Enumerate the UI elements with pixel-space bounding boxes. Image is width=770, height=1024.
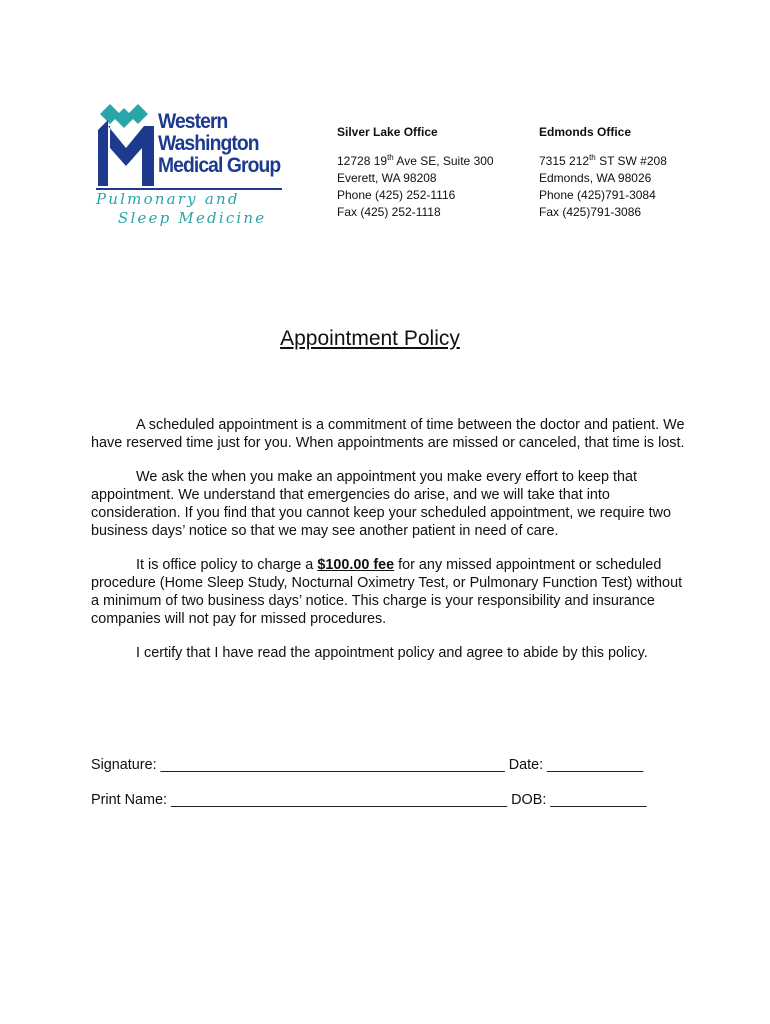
silver-lake-office-block — [337, 124, 494, 221]
office-fax: Fax (425) 252-1118 — [337, 205, 441, 219]
street-name: Ave SE, Suite 300 — [393, 154, 494, 168]
street-ordinal: th — [589, 153, 596, 162]
policy-paragraph — [91, 556, 691, 628]
date-field[interactable]: ____________ — [547, 757, 644, 773]
policy-paragraph: A scheduled appointment is a commitment of time between the doctor and patient. We have reserved time just for you. When appointments are missed or canceled, that time is lost. — [91, 417, 685, 451]
missed-fee-amount: $100.00 fee — [317, 557, 395, 573]
logo-name-line: Western — [158, 110, 228, 133]
date-label: Date: — [508, 757, 544, 773]
office-city: Edmonds, WA 98026 — [539, 171, 652, 185]
office-title: Silver Lake Office — [337, 125, 438, 139]
document-title: Appointment Policy — [280, 327, 460, 350]
office-fax: Fax (425)791-3086 — [539, 205, 642, 219]
print-name-field[interactable]: __________________________________________ — [170, 792, 508, 808]
logo-name-line: Washington — [158, 132, 259, 155]
street-ordinal: th — [387, 153, 394, 162]
print-name-row — [91, 791, 646, 809]
print-name-label: Print Name: — [91, 792, 167, 808]
certification-statement: I certify that I have read the appointment policy and agree to abide by this policy. — [136, 645, 648, 661]
signature-row — [91, 756, 643, 774]
signature-field[interactable]: ___________________________________________ — [160, 757, 505, 773]
practice-logo — [96, 104, 296, 234]
office-phone: Phone (425)791-3084 — [539, 188, 656, 202]
policy-text: for any missed appointment or scheduled procedure (Home Sleep Study, Nocturnal Oximetry Test, or Pulmonary Function Test) without a minimum of two business days’ notice. This charge is your responsibility and insurance companies will not pay for missed procedures. — [91, 557, 683, 627]
office-street — [337, 153, 494, 170]
policy-paragraph: We ask the when you make an appointment you make every effort to keep that appointment. We understand that emergencies do arise, and we will take that into consideration. If you find that you cannot keep your scheduled appointment, we require two business days’ notice so that we may see another patient in need of care. — [91, 469, 671, 539]
logo-tagline-line: Pulmonary and — [96, 190, 240, 208]
signature-label: Signature: — [91, 757, 157, 773]
logo-tagline-line: Sleep Medicine — [118, 209, 267, 227]
office-title: Edmonds Office — [539, 125, 632, 139]
edmonds-office-block — [539, 124, 667, 221]
dob-label: DOB: — [511, 792, 547, 808]
logo-tagline — [96, 190, 286, 228]
street-number: 12728 19 — [337, 154, 388, 168]
logo-m-mark-icon — [96, 104, 158, 190]
policy-text: It is office policy to charge a — [136, 557, 318, 573]
office-phone: Phone (425) 252-1116 — [337, 188, 456, 202]
street-number: 7315 212 — [539, 154, 590, 168]
office-city: Everett, WA 98208 — [337, 171, 437, 185]
logo-name-line: Medical Group — [158, 154, 281, 177]
street-name: ST SW #208 — [595, 154, 667, 168]
office-street — [539, 153, 667, 170]
policy-body — [91, 416, 691, 678]
dob-field[interactable]: ____________ — [550, 792, 647, 808]
logo-wordmark — [158, 111, 280, 177]
